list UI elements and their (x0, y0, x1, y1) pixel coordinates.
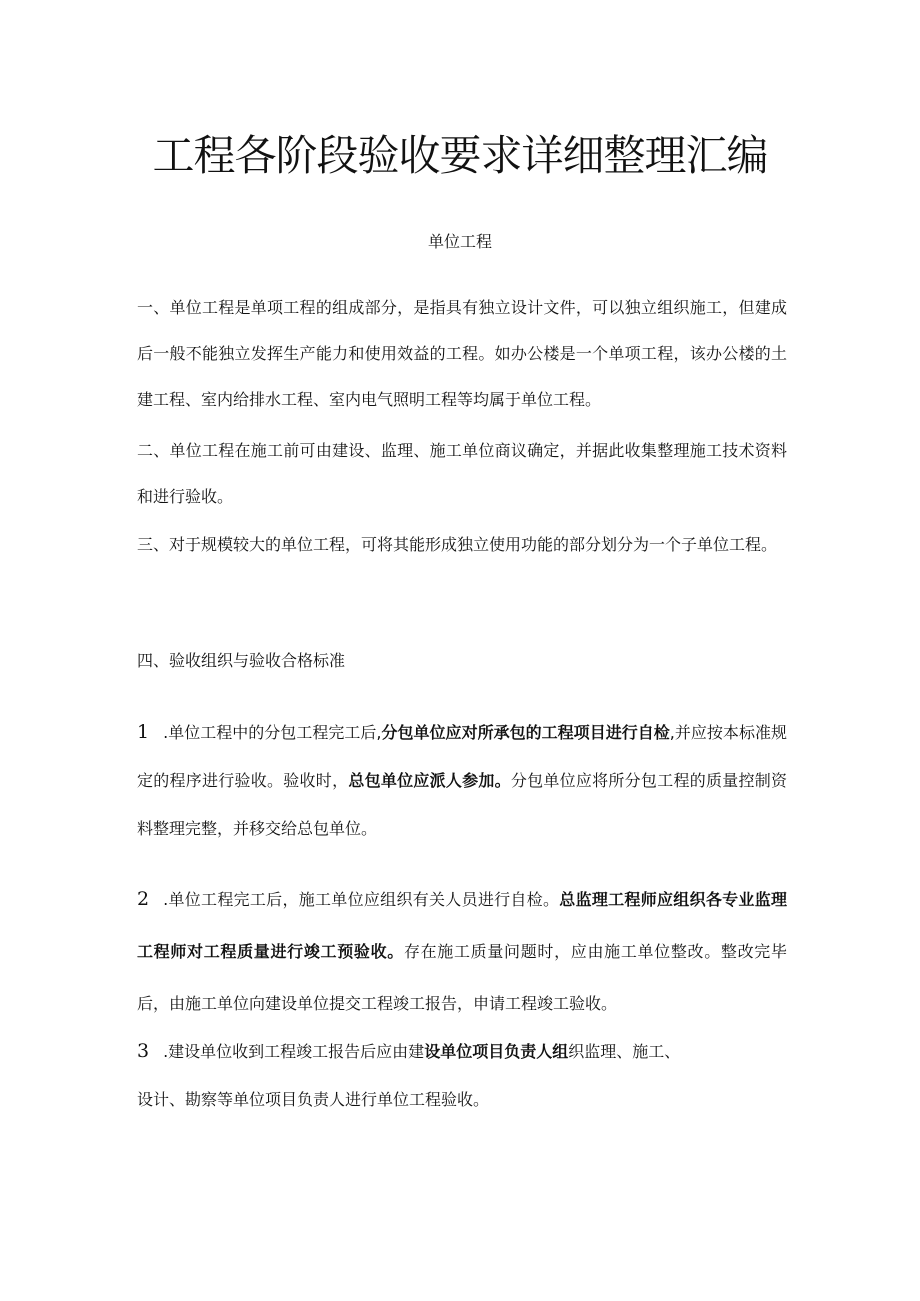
section-subtitle: 单位工程 (427, 232, 492, 251)
list-item-1-text-c: ,并应按本标准规定的程序进行验收。验收时， (137, 723, 787, 790)
paragraph-4: 四、验收组织与验收合格标准 (137, 651, 346, 670)
document-title: 工程各阶段验收要求详细整理汇编 (152, 131, 768, 180)
list-item-2-text-c: 存在施工质量问题时，应由施工单位整改。整改完毕后，由施工单位向建设单位提交工程竣工报告，申请工程竣工验收。 (137, 942, 787, 1013)
list-item-3-text-b: 设单位项目负责人组 (424, 1042, 569, 1061)
paragraph-3: 三、对于规模较大的单位工程，可将其能形成独立使用功能的部分划分为一个子单位工程。 (137, 535, 778, 554)
list-item-2-text-a: .单位工程完工后，施工单位应组织有关人员进行自检。 (163, 890, 560, 909)
list-item-2-text-b: 总监理工程师应组织各专业监理工程师对工程质量进行竣工预验收。 (137, 890, 787, 961)
paragraph-1: 一、单位工程是单项工程的组成部分，是指具有独立设计文件，可以独立组织施工，但建成后一般不能独立发挥生产能力和使用效益的工程。如办公楼是一个单项工程，该办公楼的土建工程、室内给排水工程、室内电气照明工程等均属于单位工程。 (137, 298, 787, 409)
list-item-3-text-c: 织监理、施工、 (568, 1042, 681, 1061)
list-item-1-text-b: 分包单位应对所承包的工程项目进行自检 (381, 723, 670, 742)
list-item-3-text-d: 设计、勘察等单位项目负责人进行单位工程验收。 (137, 1090, 490, 1109)
paragraph-2: 二、单位工程在施工前可由建设、监理、施工单位商议确定，并据此收集整理施工技术资料和进行验收。 (137, 441, 787, 506)
list-item-1 (137, 708, 787, 853)
list-item-1-text-a: .单位工程中的分包工程完工后, (163, 723, 382, 742)
list-item-1-text-e: 分包单位应将所分包工程的质量控制资料整理完整，并移交给总包单位。 (137, 771, 787, 838)
list-item-2-number: 2 (137, 888, 150, 910)
list-item-3-text-a: .建设单位收到工程竣工报告后应由建 (163, 1042, 425, 1061)
list-item-2 (137, 873, 787, 1030)
list-item-3-number: 3 (137, 1040, 150, 1062)
list-item-1-text-d: 总包单位应派人参加。 (348, 771, 511, 790)
list-item-1-number: 1 (137, 721, 150, 743)
list-item-3 (137, 1027, 787, 1124)
